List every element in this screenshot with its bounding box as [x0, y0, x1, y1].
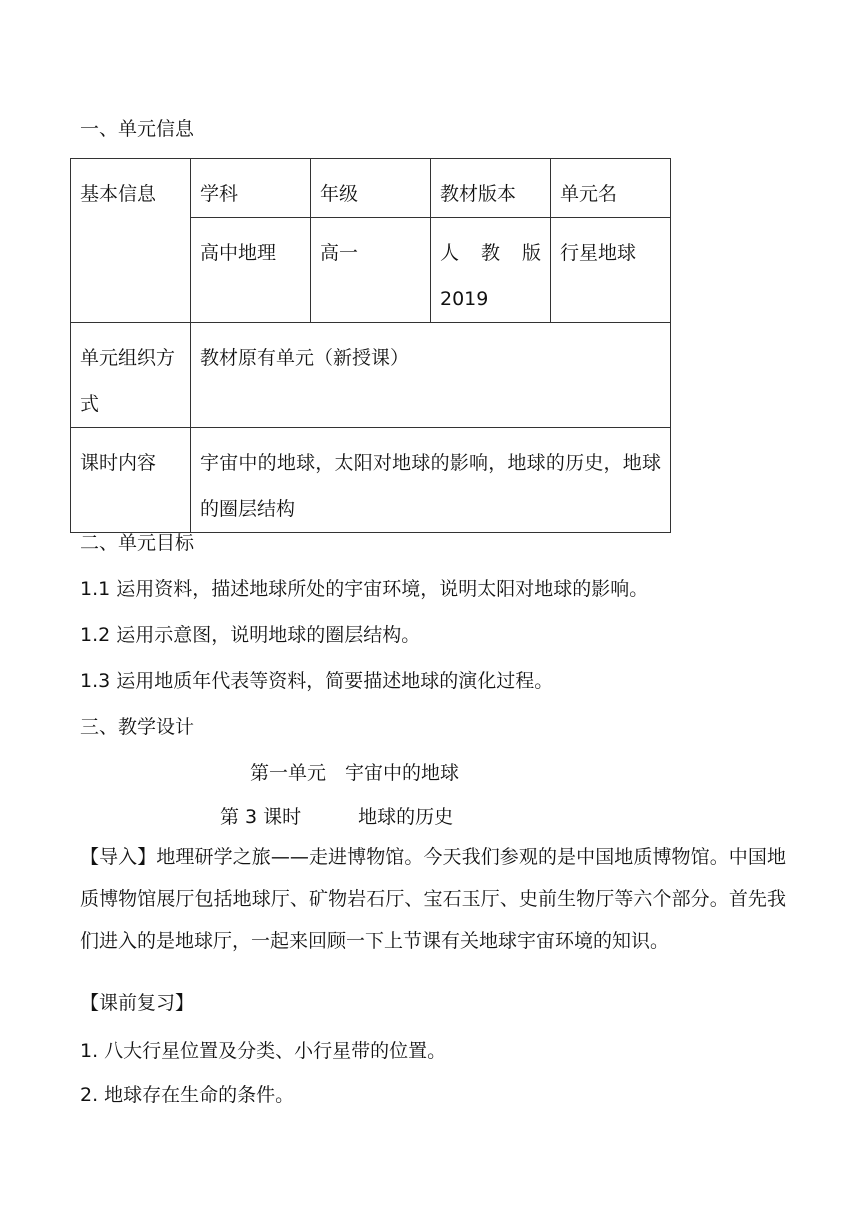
- value-grade: 高一: [311, 218, 431, 323]
- content-value: 宇宙中的地球，太阳对地球的影响，地球的历史，地球的圈层结构: [191, 428, 671, 533]
- intro-paragraph: [80, 836, 786, 962]
- goal-2: 1.2 运用示意图，说明地球的圈层结构。: [80, 624, 421, 646]
- value-subject: 高中地理: [191, 218, 311, 323]
- value-unit-name: 行星地球: [551, 218, 671, 323]
- goal-1: 1.1 运用资料，描述地球所处的宇宙环境，说明太阳对地球的影响。: [80, 578, 649, 600]
- org-value: 教材原有单元（新授课）: [191, 323, 671, 428]
- header-subject: 学科: [191, 159, 311, 218]
- review-item-2: 2. 地球存在生命的条件。: [80, 1084, 295, 1106]
- header-textbook: 教材版本: [431, 159, 551, 218]
- basic-info-label: 基本信息: [80, 183, 157, 205]
- goal-3: 1.3 运用地质年代表等资料，简要描述地球的演化过程。: [80, 670, 554, 692]
- lesson-title: 第 3 课时 地球的历史: [220, 806, 454, 828]
- intro-label: 【导入】: [80, 846, 157, 868]
- value-textbook-text: 人 教 版 2019: [440, 242, 541, 310]
- content-label: 课时内容: [71, 428, 191, 533]
- section-3-heading: 三、教学设计: [80, 716, 195, 738]
- header-unit-name: 单元名: [551, 159, 671, 218]
- unit-info-table: [70, 158, 671, 533]
- review-heading: 【课前复习】: [80, 992, 195, 1014]
- section-1-heading: 一、单元信息: [80, 118, 195, 140]
- section-2-heading: 二、单元目标: [80, 532, 195, 554]
- basic-info-label-cell: [71, 159, 191, 323]
- value-textbook: [431, 218, 551, 323]
- review-item-1: 1. 八大行星位置及分类、小行星带的位置。: [80, 1040, 447, 1062]
- unit-title: 第一单元 宇宙中的地球: [250, 762, 460, 784]
- intro-text: 地理研学之旅——走进博物馆。今天我们参观的是中国地质博物馆。中国地质博物馆展厅包括地球厅、矿物岩石厅、宝石玉厅、史前生物厅等六个部分。首先我们进入的是地球厅，一起来回顾一下上节课有关地球宇宙环境的知识。: [80, 846, 786, 952]
- org-label: 单元组织方式: [71, 323, 191, 428]
- header-grade: 年级: [311, 159, 431, 218]
